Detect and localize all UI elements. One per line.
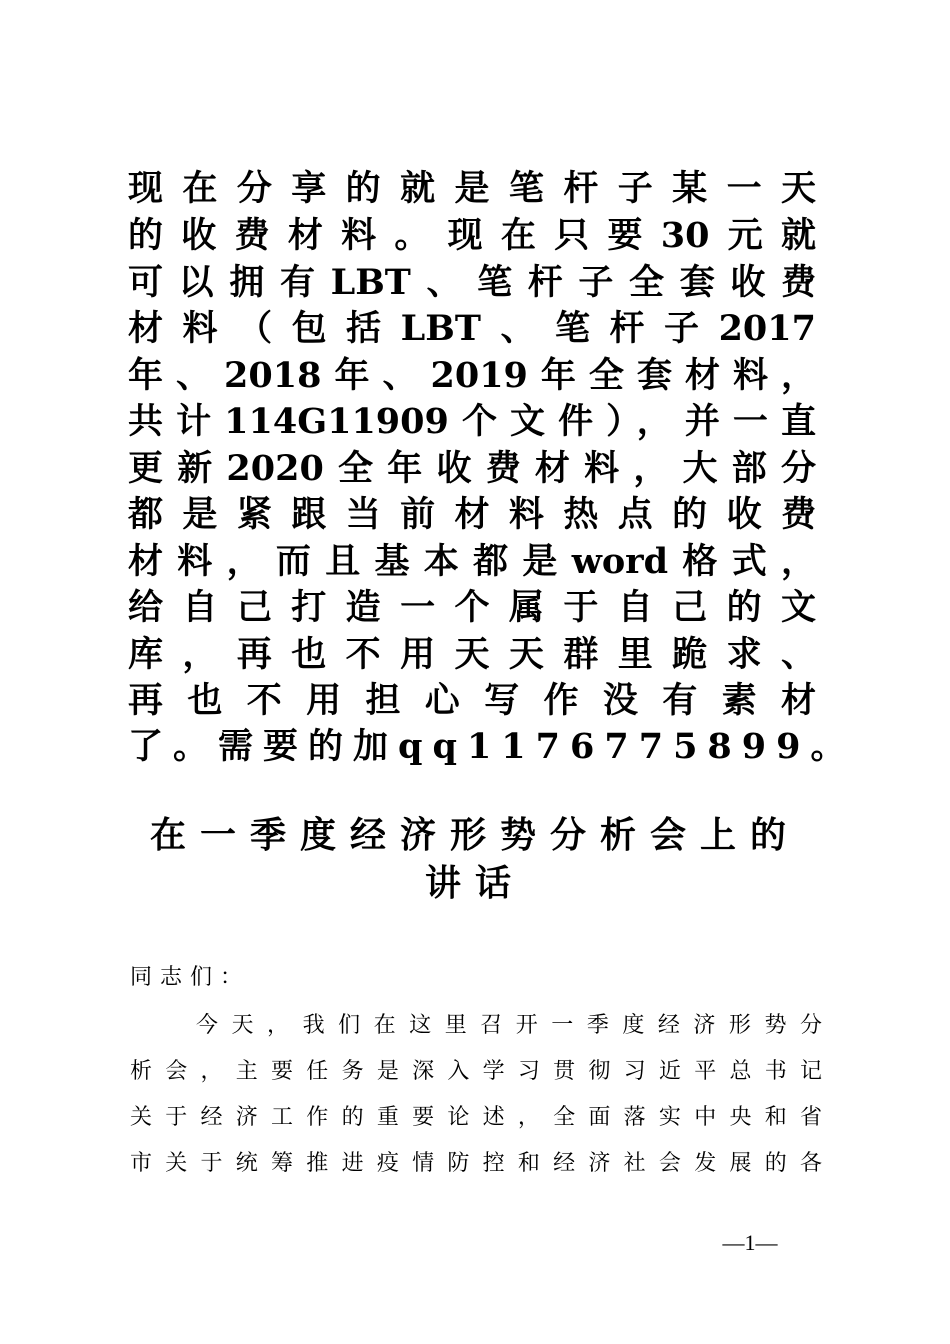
salutation: 同志们： [130,965,251,990]
advert-line: 现在分享的就是笔杆子某一天 [128,168,816,209]
speech-title-line: 讲话 [424,862,525,904]
page-number: —1— [722,1230,778,1255]
advert-line: 材料（包括LBT、笔杆子2017 [128,308,816,349]
advert-line: 的收费材料。现在只要30元就 [128,215,816,256]
body-line: 今天，我们在这里召开一季度经济形势分 [196,1013,822,1038]
advert-line: 了。需要的加qq1176775899。 [128,726,856,767]
advert-line: 可以拥有LBT、笔杆子全套收费 [128,262,816,303]
body-line: 关于经济工作的重要论述，全面落实中央和省 [130,1105,822,1130]
speech-title-line: 在一季度经济形势分析会上的 [149,814,800,856]
advert-line: 给自己打造一个属于自己的文 [128,587,816,628]
advert-line: 都是紧跟当前材料热点的收费 [128,494,816,535]
advert-line: 库，再也不用天天群里跪求、 [128,634,816,675]
body-line: 析会，主要任务是深入学习贯彻习近平总书记 [130,1059,822,1084]
advert-line: 年、2018年、2019年全套材料， [128,355,816,396]
advert-line: 再也不用担心写作没有素材 [128,680,816,721]
body-line: 市关于统筹推进疫情防控和经济社会发展的各 [130,1151,822,1176]
advert-line: 共计114G11909个文件），并一直 [128,401,816,442]
advert-line: 材料，而且基本都是word格式， [128,541,816,582]
advert-line: 更新2020全年收费材料，大部分 [128,448,816,489]
